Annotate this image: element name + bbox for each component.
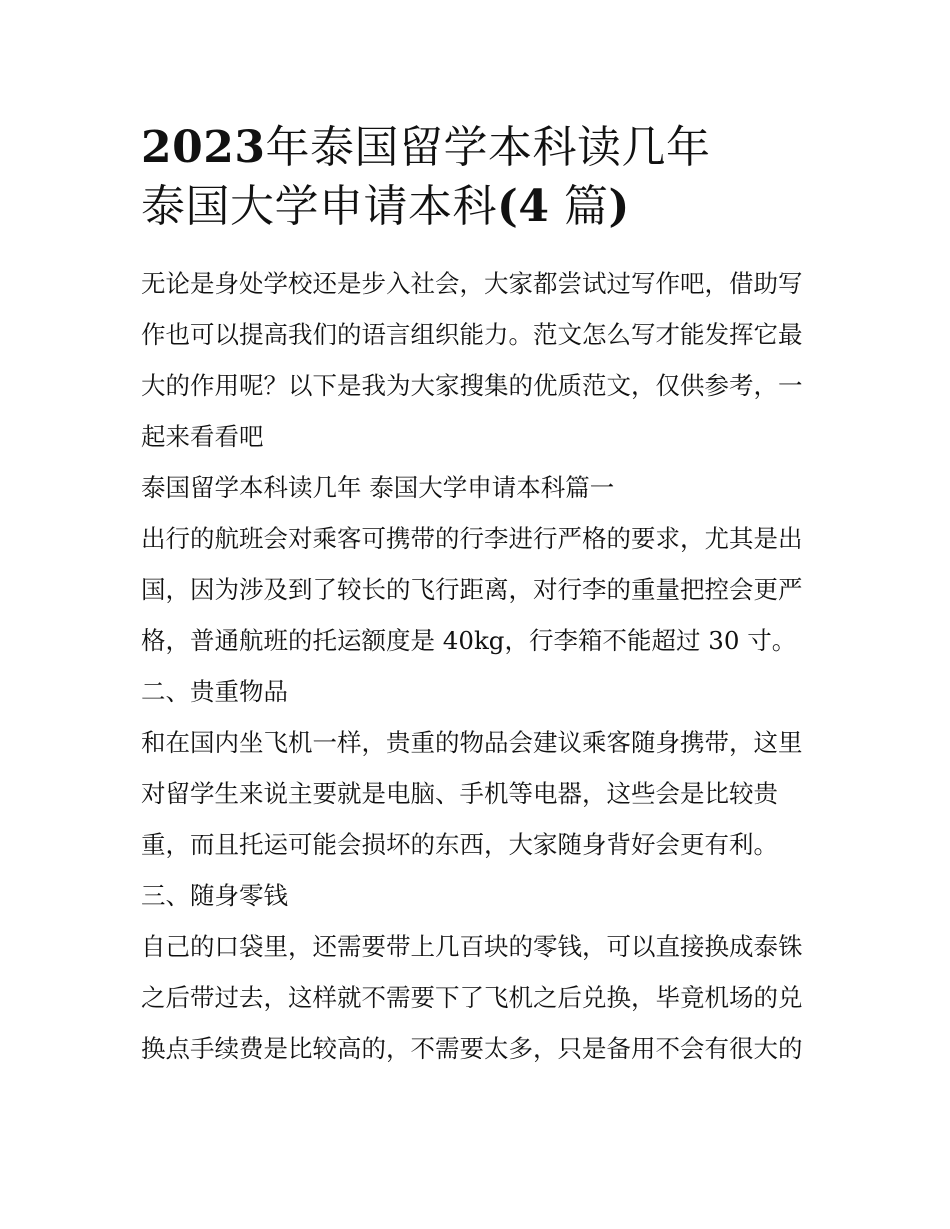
document-body <box>141 258 813 1074</box>
valuables-paragraph <box>141 717 813 870</box>
text-line: 出行的航班会对乘客可携带的行李进行严格的要求，尤其是出 <box>141 524 803 553</box>
luggage-paragraph <box>141 513 813 666</box>
text-line: 换点手续费是比较高的，不需要太多，只是备用不会有很大的 <box>141 1034 803 1063</box>
text-line: 对留学生来说主要就是电脑、手机等电器，这些会是比较贵 <box>141 779 778 808</box>
intro-paragraph <box>141 258 813 462</box>
subheading-valuables <box>141 666 813 717</box>
title-close-paren: ) <box>608 181 630 232</box>
text-line: 泰国留学本科读几年 泰国大学申请本科篇一 <box>141 473 615 502</box>
section-heading-1 <box>141 462 813 513</box>
text-line: 作也可以提高我们的语言组织能力。范文怎么写才能发挥它最 <box>141 320 803 349</box>
text-line: 之后带过去，这样就不需要下了飞机之后兑换，毕竟机场的兑 <box>141 983 803 1012</box>
document-title <box>141 118 813 236</box>
text-line: 和在国内坐飞机一样，贵重的物品会建议乘客随身携带，这里 <box>141 728 803 757</box>
title-line-2 <box>141 177 813 236</box>
title-line-1 <box>141 118 813 177</box>
title-count: (4 <box>497 181 550 232</box>
text-line: 大的作用呢？以下是我为大家搜集的优质范文，仅供参考，一 <box>141 371 803 400</box>
document-page <box>141 118 813 1074</box>
text-line: 自己的口袋里，还需要带上几百块的零钱，可以直接换成泰铢 <box>141 932 803 961</box>
text-line: 三、随身零钱 <box>141 881 288 910</box>
cash-paragraph <box>141 921 813 1074</box>
title-line-2-text: 泰国大学申请本科 <box>141 181 497 232</box>
text-line: 重，而且托运可能会损坏的东西，大家随身背好会更有利。 <box>141 830 778 859</box>
text-line: 二、贵重物品 <box>141 677 288 706</box>
subheading-cash <box>141 870 813 921</box>
text-line: 无论是身处学校还是步入社会，大家都尝试过写作吧，借助写 <box>141 269 803 298</box>
title-year: 2023 <box>141 122 266 173</box>
text-line: 起来看看吧 <box>141 422 264 451</box>
text-line: 国，因为涉及到了较长的飞行距离，对行李的重量把控会更严 <box>141 575 803 604</box>
title-count-unit: 篇 <box>563 181 609 232</box>
text-line: 格，普通航班的托运额度是 40kg，行李箱不能超过 30 寸。 <box>141 626 797 655</box>
title-line-1-text: 年泰国留学本科读几年 <box>265 122 711 173</box>
